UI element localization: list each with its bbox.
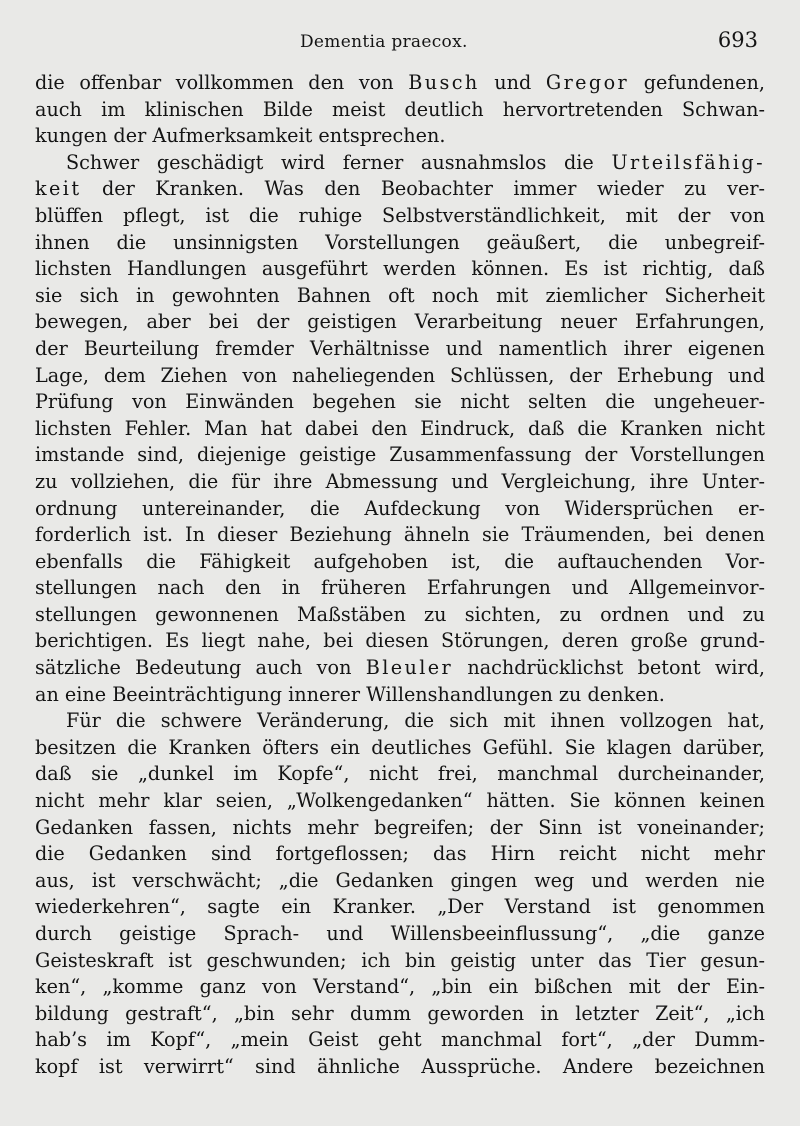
text-line: wiederkehren“, sagte ein Kranker. „Der Verstand ist genommen: [35, 895, 765, 919]
page-number: 693: [717, 28, 758, 52]
text-line: Geisteskraft ist geschwunden; ich bin geistig unter das Tier gesun-: [35, 948, 765, 972]
text-line: blüffen pflegt, ist die ruhige Selbstverständlichkeit, mit der von: [35, 203, 765, 227]
text-line: daß sie „dunkel im Kopfe“, nicht frei, manchmal durcheinander,: [35, 762, 765, 786]
body-text: [35, 70, 765, 1081]
text-line: die offenbar vollkommen den von Busch und Gregor gefundenen,: [35, 71, 765, 94]
text-line: lichsten Handlungen ausgeführt werden können. Es ist richtig, daß: [35, 257, 765, 281]
text-line: hab’s im Kopf“, „mein Geist geht manchmal fort“, „der Dumm-: [35, 1028, 765, 1052]
text-line: Schwer geschädigt wird ferner ausnahmslos die Urteilsfähig-: [66, 150, 765, 174]
text-line: ihnen die unsinnigsten Vorstellungen geäußert, die unbegreif-: [35, 230, 765, 254]
text-line: Prüfung von Einwänden begehen sie nicht selten die ungeheuer-: [35, 390, 765, 414]
running-head: [0, 28, 800, 56]
text-line: imstande sind, diejenige geistige Zusammenfassung der Vorstellungen: [35, 443, 765, 467]
text-line: aus, ist verschwächt; „die Gedanken gingen weg und werden nie: [35, 868, 765, 892]
text-line: bildung gestraft“, „bin sehr dumm geworden in letzter Zeit“, „ich: [35, 1001, 765, 1025]
text-line: der Beurteilung fremder Verhältnisse und namentlich ihrer eigenen: [35, 336, 765, 360]
text-line: Lage, dem Ziehen von naheliegenden Schlüssen, der Erhebung und: [35, 363, 765, 387]
text-line: ken“, „komme ganz von Verstand“, „bin ein bißchen mit der Ein-: [35, 975, 765, 999]
text-line: kopf ist verwirrt“ sind ähnliche Aussprüche. Andere bezeichnen: [35, 1054, 765, 1078]
text-line: sie sich in gewohnten Bahnen oft noch mit ziemlicher Sicherheit: [35, 283, 765, 307]
text-line: Für die schwere Veränderung, die sich mit ihnen vollzogen hat,: [66, 709, 765, 733]
text-line: kungen der Aufmerksamkeit entsprechen.: [35, 124, 446, 148]
text-line: keit der Kranken. Was den Beobachter immer wieder zu ver-: [35, 177, 765, 201]
text-line: an eine Beeinträchtigung innerer Willenshandlungen zu denken.: [35, 682, 665, 706]
text-line: sätzliche Bedeutung auch von Bleuler nachdrücklichst betont wird,: [35, 656, 765, 680]
text-line: zu vollziehen, die für ihre Abmessung und Vergleichung, ihre Unter-: [35, 469, 765, 493]
text-line: forderlich ist. In dieser Beziehung ähneln sie Träumenden, bei denen: [35, 523, 765, 547]
text-line: ebenfalls die Fähigkeit aufgehoben ist, die auftauchenden Vor-: [35, 549, 765, 573]
text-line: lichsten Fehler. Man hat dabei den Eindruck, daß die Kranken nicht: [35, 416, 765, 440]
text-line: Gedanken fassen, nichts mehr begreifen; der Sinn ist voneinander;: [35, 815, 765, 839]
text-line: stellungen gewonnenen Maßstäben zu sichten, zu ordnen und zu: [35, 602, 765, 626]
text-line: ordnung untereinander, die Aufdeckung von Widersprüchen er-: [35, 496, 765, 520]
text-line: stellungen nach den in früheren Erfahrungen und Allgemeinvor-: [35, 576, 765, 600]
text-line: berichtigen. Es liegt nahe, bei diesen Störungen, deren große grund-: [35, 629, 765, 653]
text-line: die Gedanken sind fortgeflossen; das Hirn reicht nicht mehr: [35, 842, 765, 866]
text-line: auch im klinischen Bilde meist deutlich hervortretenden Schwan-: [35, 97, 765, 121]
running-title: Dementia praecox.: [300, 32, 468, 52]
text-line: durch geistige Sprach- und Willensbeeinflussung“, „die ganze: [35, 922, 765, 945]
text-line: bewegen, aber bei der geistigen Verarbeitung neuer Erfahrungen,: [35, 310, 765, 334]
text-line: besitzen die Kranken öfters ein deutliches Gefühl. Sie klagen darüber,: [35, 735, 765, 759]
text-line: nicht mehr klar seien, „Wolkengedanken“ hätten. Sie können keinen: [35, 789, 765, 813]
